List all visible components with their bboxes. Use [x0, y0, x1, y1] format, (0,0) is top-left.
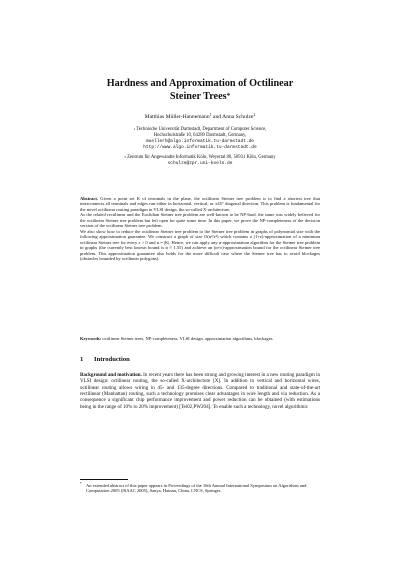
affiliation-2-email[interactable]: schulze@zpr.uni-koeln.de	[167, 161, 233, 166]
keywords-label: Keywords:	[80, 336, 102, 341]
paragraph-heading: Background and motivation.	[80, 372, 142, 378]
affiliation-1-url[interactable]: http://www.algo.informatik.tu-darmstadt.de	[143, 145, 257, 150]
affiliation-2-mark: 2	[124, 155, 126, 159]
abstract-paragraph-2: As the related rectilinear and the Euclidian Steiner tree problem are well-known to be NP-hard, the same was widely believed for the octilinear Steiner tree problem but left open for quite some time. In this paper, we prove the NP-completeness of the decision version of the octilinear Steiner tree problem.	[80, 212, 320, 229]
author-conjunction: and Anna Schulze	[211, 114, 254, 120]
abstract	[80, 196, 320, 261]
footnote-text: An extended abstract of this paper appears in Proceedings of the 16th Annual International Symposium on Algorithms and Computation 2005 (ISAAC 2005), Sanya, Hainan, China, LNCS, Springer.	[86, 483, 307, 494]
affiliation-1-mark: 1	[133, 127, 136, 131]
paper-title	[40, 78, 360, 103]
author-2-mark: 2	[253, 113, 256, 117]
affiliation-2	[40, 155, 360, 167]
body-paragraph	[80, 372, 320, 410]
footnote	[80, 483, 320, 494]
abstract-paragraph-3: We also show how to reduce the octilinear Steiner tree problem to the Steiner tree problem in graphs of polynomial size with the following approximation guarantee. We construct a graph of size O(n²/ε²) which contains a (1+ε)-approximation of a minimum octilinear Steiner tree for every ε > 0 and n = |K|. Hence, we can apply any α-approximation algorithm for the Steiner tree problem in graphs (the currently best known bound is α ≈ 1.55) and achieve an (α+ε)-approximation bound for the octilinear Steiner tree problem. This approximation guarantee also holds for the more difficult case where the Steiner tree has to avoid blockages (obstacles bounded by octilinear polygons).	[80, 228, 320, 261]
abstract-label: Abstract.	[80, 196, 99, 201]
affiliation-1-institution: Technische Universität Darmstadt, Department of Computer Science,	[136, 127, 267, 132]
keywords-text: octilinear Steiner trees, NP-completeness, VLSI design, approximation algorithms, blockages	[102, 336, 273, 341]
title-line-1: Hardness and Approximation of Octilinear	[106, 78, 294, 89]
affiliation-1-email[interactable]: muellerh@algo.informatik.tu-darmstadt.de	[145, 139, 255, 144]
paragraph-text: In recent years there has been strong and growing interest in a new routing paradigm in VLSI design: octilinear routing, the so-called X-architecture [X]. In addition to vertical and horizontal wires, octilinear routing allows wiring in 45- and 135-degree directions. Compared to traditional and state-of-the-art rectilinear (Manhattan) routing, such a technology promises clear advantages in wire length and via reduction. As a consequence a significant chip performance improvement and power reduction can be obtained (with estimations being in the range of 10% to 20% improvement) [Tei02,PW204]. To enable such a technology, novel algorithmic	[80, 372, 320, 410]
keywords	[80, 336, 320, 341]
footnote-divider	[80, 479, 128, 480]
abstract-paragraph-1	[80, 196, 320, 212]
abstract-text-1: Given a point set K of terminals in the plane, the octilinear Steiner tree problem is to find a shortest tree that interconnects all terminals and edges run either in horizontal, vertical, or ±45° diagonal direction. This problem is fundamental for the novel octilinear routing paradigm in VLSI design, the so-called X-architecture.	[80, 196, 320, 212]
author-1: Matthias Müller-Hannemann	[144, 114, 210, 120]
title-line-2-text: Steiner Trees	[169, 90, 227, 102]
title-line-2	[40, 91, 360, 104]
affiliation-1	[40, 127, 360, 151]
author-list	[40, 114, 360, 120]
section-heading	[80, 356, 130, 363]
section-title: Introduction	[94, 356, 130, 363]
title-footnote-mark: *	[226, 91, 231, 100]
author-1-mark: 1	[209, 113, 212, 117]
footnote-mark: *	[80, 482, 82, 486]
affiliation-2-institution: Zentrum für Angewandte Informatik Köln, Weyertal 80, 50931 Köln, Germany	[127, 155, 276, 160]
body-text	[80, 372, 320, 410]
section-number: 1	[80, 356, 84, 363]
affiliation-1-address: Hochschulstraße 10, 64289 Darmstadt, Germany,	[153, 133, 247, 138]
